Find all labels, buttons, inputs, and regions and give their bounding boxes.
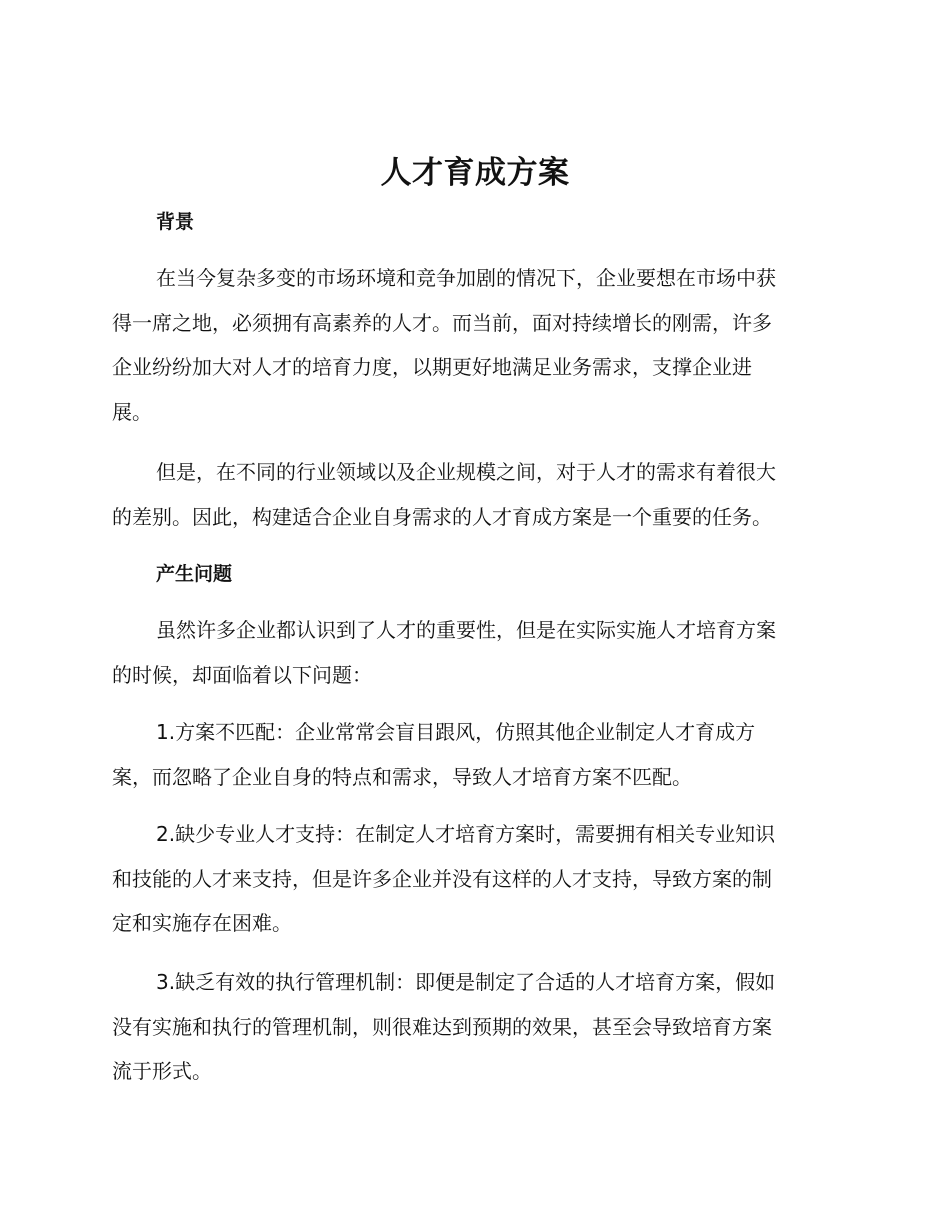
paragraph-line: 的差别。因此，构建适合企业自身需求的人才育成方案是一个重要的任务。 bbox=[112, 504, 772, 529]
paragraph-line: 2.缺少专业人才支持：在制定人才培育方案时，需要拥有相关专业知识 bbox=[156, 822, 776, 846]
paragraph-line: 虽然许多企业都认识到了人才的重要性，但是在实际实施人才培育方案 bbox=[156, 618, 776, 642]
paragraph-line: 定和实施存在困难。 bbox=[112, 911, 292, 935]
paragraph-line: 1.方案不匹配：企业常常会盲目跟风，仿照其他企业制定人才育成方 bbox=[156, 720, 756, 744]
section-heading-problems: 产生问题 bbox=[156, 563, 233, 585]
problem-item-1 bbox=[112, 710, 832, 799]
document-title: 人才育成方案 bbox=[380, 155, 570, 191]
paragraph-line: 在当今复杂多变的市场环境和竞争加剧的情况下，企业要想在市场中获 bbox=[156, 266, 776, 290]
problem-item-3 bbox=[112, 960, 832, 1094]
paragraph-line: 的时候，却面临着以下问题： bbox=[112, 662, 372, 687]
paragraph-background-1 bbox=[112, 256, 832, 434]
paragraph-line: 展。 bbox=[112, 399, 152, 424]
paragraph-background-2 bbox=[112, 450, 832, 539]
paragraph-line: 但是，在不同的行业领域以及企业规模之间，对于人才的需求有着很大 bbox=[156, 460, 776, 484]
paragraph-line: 案，而忽略了企业自身的特点和需求，导致人才培育方案不匹配。 bbox=[112, 764, 692, 789]
paragraph-line: 和技能的人才来支持，但是许多企业并没有这样的人才支持，导致方案的制 bbox=[112, 866, 772, 891]
paragraph-line: 没有实施和执行的管理机制，则很难达到预期的效果，甚至会导致培育方案 bbox=[112, 1014, 772, 1039]
section-heading-background: 背景 bbox=[156, 211, 195, 233]
paragraph-line: 得一席之地，必须拥有高素养的人才。而当前，面对持续增长的刚需，许多 bbox=[112, 310, 772, 335]
paragraph-line: 流于形式。 bbox=[112, 1059, 212, 1083]
problem-item-2 bbox=[112, 812, 832, 946]
paragraph-problems-intro bbox=[112, 608, 832, 697]
paragraph-line: 企业纷纷加大对人才的培育力度，以期更好地满足业务需求，支撑企业进 bbox=[112, 355, 752, 379]
paragraph-line: 3.缺乏有效的执行管理机制：即便是制定了合适的人才培育方案，假如 bbox=[156, 970, 776, 994]
